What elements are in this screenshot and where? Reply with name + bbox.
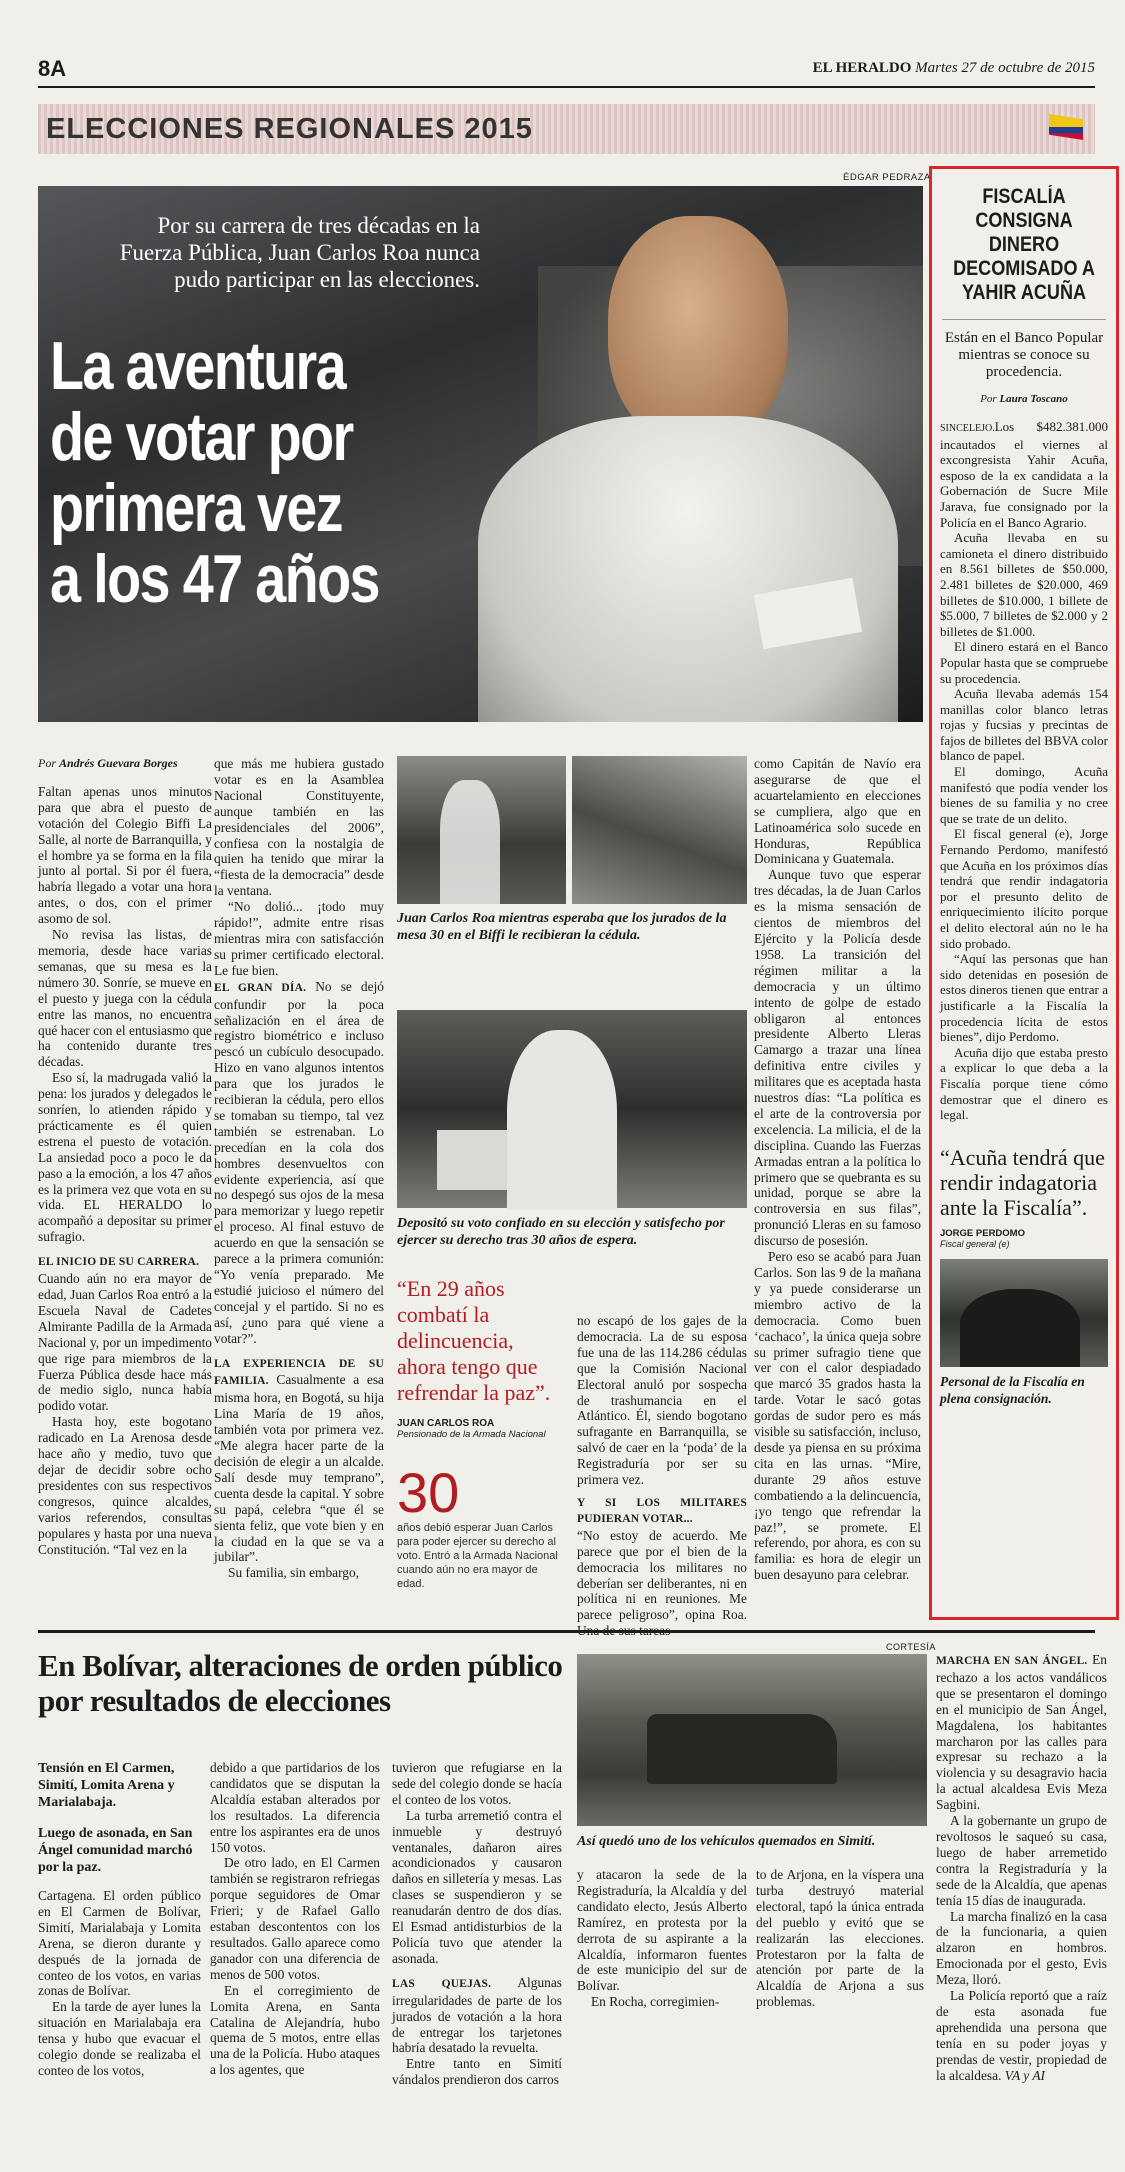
subhead-lead: Y SI LOS MILITARES PUDIERAN VOTAR... (577, 1496, 747, 1525)
paragraph: La Policía reportó que a raíz de esta asonada fue aprehendida una persona que tenía en su poder joyas y prendas de vestir, propiedad de la alcaldesa. (936, 1988, 1107, 2083)
headline-line: DECOMISADO A (953, 257, 1095, 280)
paragraph: El dinero estará en el Banco Popular hasta que se compruebe su procedencia. (940, 639, 1108, 686)
bolivar-headline: En Bolívar, alteraciones de orden público por resultados de elecciones (38, 1648, 563, 1718)
headline-line: de votar por (50, 399, 353, 475)
photo-subject-shirt (478, 416, 898, 722)
sidebar-body (932, 419, 1116, 1123)
main-intro: Por su carrera de tres décadas en la Fuerza Pública, Juan Carlos Roa nunca pudo participar en las elecciones. (119, 213, 480, 292)
paragraph-with-lead (392, 1975, 562, 2057)
quote-name: JORGE PERDOMO (940, 1227, 1025, 1239)
subhead-lead: LA EXPERIENCIA DE SU FAMILIA. (214, 1357, 384, 1388)
ballot-box-photo (397, 1010, 747, 1208)
main-column-2 (214, 756, 384, 1581)
bolivar-column-6 (936, 1652, 1107, 2083)
paragraph: no escapó de los gajes de la democracia. La de su esposa fue una de las 114.286 cédulas que la Comisión Nacional Electoral anuló por sospecha de trashumancia en el Atlántico. Él, siendo bogotano sufragante en Barranquilla, se salvó de caer en la ‘poda’ de la Registraduría por ser su primera vez. (577, 1313, 747, 1488)
subhead: Luego de asonada, en San Ángel comunidad marchó por la paz. (38, 1826, 193, 1875)
quote-text: “En 29 años combatí la delincuencia, ahora tengo que refrendar la paz”. (397, 1276, 551, 1405)
paragraph: debido a que partidarios de los candidatos que se disputan la Alcaldía estaban alterados por los resultados. La diferencia entre los aspirantes era de unos 150 votos. (210, 1760, 380, 1855)
section-divider (38, 1630, 1095, 1633)
photo-credit: ÉDGAR PEDRAZA (843, 172, 931, 183)
paragraph: De otro lado, en El Carmen también se registraron refriegas porque seguidores de Omar Frieri; y de Rafael Gallo estaban descontentos con los resultados. Gallo aparece como ganador con una diferencia de menos de 500 votos. (210, 1855, 380, 1982)
headline-line: DINERO (988, 233, 1060, 256)
bolivar-column-4 (577, 1867, 747, 2010)
sidebar-quote (932, 1145, 1116, 1249)
sidebar-headline (945, 185, 1103, 305)
photo-subject-head (608, 216, 788, 446)
subhead-lead: LAS QUEJAS. (392, 1977, 492, 1990)
bolivar-column-3 (392, 1760, 562, 2088)
paragraph: No revisa las listas, de memoria, desde hace varias semanas, que su mesa es la número 30. Sonríe, se mueve en el puesto y juega con la cédula entre las manos, no encuentra qué hacer con el entusiasmo que ha contenido durante tres décadas. (38, 927, 212, 1070)
paragraph-with-dateline (940, 419, 1108, 530)
headline-line: La aventura (50, 328, 345, 404)
headline-line: primera vez (50, 470, 342, 546)
factoid-number: 30 (397, 1461, 460, 1524)
paragraph: “No dolió... ¡todo muy rápido!”, admite entre risas mientras mira con satisfacción su primer certificado electoral. Le fue bien. (214, 899, 384, 978)
paragraph: No se dejó confundir por la poca señalización en el área de registro biométrico e incluso pescó un cubículo desocupado. Hizo en vano algunos intentos para que los jurados le recibieran la cédula, pero ellos se tomaban su tiempo, tal vez también se estrenaban. Lo precedían en la cola dos hombres desenvueltos con evidente experiencia, así que no despegó sus ojos de la mesa para memorizar y luego repetir el proceso. Al final estuvo de acuerdo en que la sensación se parece a la primera comunión: “Yo venía preparado. Me estudié juicioso el número del concejal y el partido. Si no es así, ¿uno para qué viene a votar?”. (214, 978, 384, 1346)
paragraph: El domingo, Acuña manifestó que podía vender los bienes de su familia y no cree que se trate de un delito. (940, 764, 1108, 826)
paragraph: como Capitán de Navío era asegurarse de que el acuartelamiento en elecciones se cumpliera, algo que en Latinoamérica solo sucede en Honduras, República Dominicana y Guatemala. (754, 756, 921, 867)
paragraph: Algunas irregularidades de parte de los jurados de votación a la hora de entregar los tarjetones habría desatado la revuelta. (392, 1974, 562, 2056)
quote-name: JUAN CARLOS ROA (397, 1418, 495, 1429)
headline-line: YAHIR ACUÑA (961, 281, 1087, 304)
paragraph: Cartagena. El orden público en El Carmen de Bolívar, Simití, Marialabaja y Lomita Arena, se dieron durante y después de la jornada de conteo de los votos, en varias zonas de Bolívar. (38, 1888, 201, 1999)
flag-icon (1049, 114, 1083, 140)
byline-author: Laura Toscano (999, 393, 1068, 405)
paragraph: Acuña llevaba en su camioneta el dinero distribuido en 8.561 billetes de $50.000, 2.481 billetes de $20.000, 469 billetes de $10.000, 1 billete de $5.000, 7 billetes de $2.000 y 2 billetes de $1.000. (940, 530, 1108, 639)
photo-voter (507, 1030, 617, 1210)
paragraph: Cuando aún no era mayor de edad, Juan Carlos Roa entró a la Escuela Naval de Cadetes Almirante Padilla de la Armada Nacional y, por un impedimento que rige para miembros de la Fuerza Pública desde hace más de medio siglo, nunca había podido votar. (38, 1271, 212, 1414)
factoid (397, 1461, 565, 1591)
paragraph: Entre tanto en Simití vándalos prendieron dos carros (392, 2056, 562, 2088)
section-banner (38, 104, 1095, 154)
photo1-caption: Juan Carlos Roa mientras esperaba que los jurados de la mesa 30 en el Biffi le recibieran la cédula. (397, 911, 727, 943)
subhead-lead: EL INICIO DE SU CARRERA. (38, 1256, 200, 1269)
paragraph-with-lead (214, 979, 384, 1347)
paragraph: y atacaron la sede de la Registraduría, la Alcaldía y del candidato electo, Jesús Alberto Ramírez, en protesta por la derrota de su aspirante a la Alcaldía, informaron fuentes de este municipio del sur de Bolívar. (577, 1867, 747, 1994)
signature-initials: VA y AI (1004, 2067, 1045, 2083)
paragraph: Pero eso se acabó para Juan Carlos. Son las 9 de la mañana y ya puede considerarse un miembro activo de la democracia. Como buen ‘cachaco’, la única queja sobre su primer sufragio tiene que ver con el calor despiadado que marcó 35 grados hasta la tarde. Votar le sacó gotas gordas de sudor pero es más visible su satisfacción, incluso, desde ya piensa en su próxima cita en las urnas. “Mire, durante 29 años estuve combatiendo a la delincuencia, ¡yo tengo que refrendar la paz!”, se promete. El referendo, por ahora, es con su familia: es hora de elegir un buen desayuno para celebrar. (754, 1249, 921, 1583)
paragraph: “No estoy de acuerdo. Me parece que por el bien de la democracia los militares no deberían ser deliberantes, ni en política ni en reuniones. Me parece peligroso”, opina Roa. (577, 1527, 747, 1623)
paragraph: Hasta hoy, este bogotano radicado en La Arenosa desde hace año y medio, tuvo que dejar de decidir sobre ocho presidentes con sus respectivos congresos, quince alcaldes, varios referendos, consultas populares y hasta por una nueva Constitución. “Tal vez en la (38, 1414, 212, 1557)
sidebar-photo-caption: Personal de la Fiscalía en plena consignación. (940, 1373, 1085, 1406)
bolivar-column-5 (756, 1867, 924, 2010)
paragraph: La marcha finalizó en la casa de la funcionaria, a quien alzaron en hombros. Emocionada por el gesto, Evis Meza, lloró. (936, 1908, 1107, 1988)
paragraph: La turba arremetió contra el inmueble y destruyó ventanales, dañaron aires acondicionados y causaron daños en silletería y mesas. Las clases se suspendieron y se reanudarán dentro de dos días. El Esmad antidisturbios de la Policía tuvo que atender la asonada. (392, 1807, 562, 1966)
photo-agents (960, 1289, 1080, 1367)
sidebar-photo (940, 1259, 1108, 1367)
main-column-3 (577, 1313, 747, 1639)
sidebar-byline (932, 393, 1116, 405)
sidebar-divider (942, 319, 1106, 320)
main-photo (38, 186, 923, 722)
paragraph (936, 1988, 1107, 2083)
section-title: ELECCIONES REGIONALES 2015 (46, 113, 533, 145)
headline-line: CONSIGNA (975, 209, 1073, 232)
byline-prefix: Por (980, 393, 997, 405)
paragraph: Su familia, sin embargo, (228, 1565, 360, 1581)
bolivar-photo-caption: Así quedó uno de los vehículos quemados en Simití. (577, 1834, 876, 1849)
byline (38, 756, 212, 772)
quote-role: Pensionado de la Armada Nacional (397, 1429, 546, 1440)
page-date: Martes 27 de octubre de 2015 (915, 60, 1095, 76)
bolivar-photo-credit: CORTESÍA (886, 1642, 936, 1652)
voting-table-photo (572, 756, 747, 904)
paragraph: En la tarde de ayer lunes la situación en Marialabaja era tensa y hubo que evacuar el colegio donde se realizaba el conteo de los votos, (38, 1999, 201, 2078)
burned-vehicle-photo (577, 1654, 927, 1826)
sidebar-box (929, 166, 1119, 1620)
paragraph-with-lead (936, 1652, 1107, 1813)
headline-line: FISCALÍA (982, 185, 1066, 208)
paragraph: En el corregimiento de Lomita Arena, en Santa Catalina de Alejandría, hubo quema de 5 motos, entre ellas una de la Policía. Hubo ataques a los agentes, que (210, 1982, 380, 2078)
paragraph: Acuña dijo que estaba presto a explicar lo que deba a la Fiscalía porque tiene cómo demostrar que el dinero es legal. (940, 1044, 1108, 1123)
paragraph-with-lead (214, 1355, 384, 1566)
byline-prefix: Por (38, 756, 56, 770)
headline-line: a los 47 años (50, 541, 379, 617)
paragraph: Eso sí, la madrugada valió la pena: los jurados y delegados le sonríen, lo atienden rápido y prácticamente es él quien estrena el puesto de votación. La ansiedad poco a poco le da paso a la emoción, a los 47 años es la primera vez que vota en su vida. EL HERALDO lo acompañó a depositar su primer sufragio. (38, 1070, 212, 1245)
byline-author: Andrés Guevara Borges (59, 756, 178, 770)
bolivar-subheads (38, 1760, 201, 1876)
paragraph: Casualmente a esa misma hora, en Bogotá, su hija Lina María de 19 años, también vota por primera vez. “Me alegra hacer parte de la decisión de elegir a un alcalde. Salí desde muy temprano”, cuenta desde la capital. Y sobre su papá, celebra “que él se sienta feliz, que vote bien y en la ciudad en la que se va a jubilar”. (214, 1372, 384, 1565)
main-column-4 (754, 756, 921, 1583)
paragraph: to de Arjona, en la víspera una turba destruyó material electoral, tapó la única entrada del pueblo y evitó que se realizarán las elecciones. Protestaron por la falta de atención por parte de la Alcaldía de Arjona a sus problemas. (756, 1867, 924, 2010)
paragraph: “Aquí las personas que han sido detenidas en posesión de estos dineros tienen que entrar a justificarle a la Fiscalía la procedencia lícita de estos bienes”, dijo Perdomo. (940, 951, 1108, 1045)
photo-ballot-box (437, 1130, 507, 1190)
main-headline (50, 328, 444, 617)
photo-burned-car (647, 1714, 837, 1784)
newspaper-name: EL HERALDO (812, 60, 912, 76)
photo2-caption: Depositó su voto confiado en su elección y satisfecho por ejercer su derecho tras 30 años de espera. (397, 1216, 725, 1248)
paragraph: En Rocha, corregimien- (591, 1994, 720, 2010)
sidebar-subhead: Están en el Banco Popular mientras se conoce su procedencia. (944, 330, 1104, 380)
bolivar-column-2 (210, 1760, 380, 2078)
paragraph: En rechazo a los actos vandálicos que se presentaron el domingo en el municipio de San Ángel, Magdalena, los habitantes marcharon por las calles para expresar su rechazo a la violencia y su desagravio hacia la actual alcaldesa Evis Meza Sagbini. (936, 1652, 1107, 1813)
paragraph: Faltan apenas unos minutos para que abra el puesto de votación del Colegio Biffi La Salle, al norte de Barranquilla, y el hombre ya se forma en la fila junto al portal. Si por él fuera, habría llegado a votar una hora antes, o dos, con el primer asomo de sol. (38, 783, 212, 927)
masthead (813, 60, 1095, 77)
subhead-lead: MARCHA EN SAN ÁNGEL. (936, 1655, 1088, 1667)
photo-people (440, 780, 500, 904)
paragraph: El fiscal general (e), Jorge Fernando Perdomo, manifestó que Acuña en los próximos días tendrá que rendir indagatoria por el presunto delito de enriquecimiento ilícito porque el delito electoral aún no le ha sido probado. (940, 826, 1108, 951)
header-rule (38, 86, 1095, 88)
paragraph: que más me hubiera gustado votar es en la Asamblea Nacional Constituyente, aunque también en las presidenciales del 2006”, confiesa con la nostalgia de quien ha tenido que mirar la “fiesta de la democracia” desde la ventana. (214, 756, 384, 899)
paragraph: Aunque tuvo que esperar tres décadas, la de Juan Carlos es la misma sensación de cientos de miembros del Ejército y la Policía desde 1958. La transición del régimen militar a la democracia y un último intento de golpe de estado obligaron al entonces presidente Alberto Lleras Camargo a trazar una línea definitiva entre civiles y militares que es aceptada hasta nuestros días: “La política es el arte de la controversia por excelencia. La milicia, el de la disciplina. Cuando las Fuerzas Armadas entran a la política lo primero que se quebranta es su unidad, porque se abre la controversia en sus filas”, pronunció Lleras en su famoso discurso de posesión. (754, 867, 921, 1249)
paragraph: A la gobernante un grupo de revoltosos le saqueó su casa, luego de haber arremetido contra la Registraduría y la sede de la Alcaldía, que apenas tenía 15 días de inaugurada. (936, 1813, 1107, 1908)
subhead: Tensión en El Carmen, Simití, Lomita Arena y Marialabaja. (38, 1761, 175, 1810)
bolivar-column-1 (38, 1888, 201, 2079)
factoid-text: años debió esperar Juan Carlos para poder ejercer su derecho al voto. Entró a la Armada Nacional cuando aún no era mayor de edad. (397, 1522, 558, 1590)
dateline: SINCELEJO. (940, 423, 995, 434)
subhead-lead: EL GRAN DÍA. (214, 981, 307, 994)
paragraph: tuvieron que refugiarse en la sede del colegio donde se hacía el conteo de los votos. (392, 1760, 562, 1807)
pull-quote (397, 1276, 565, 1440)
quote-text: “Acuña tendrá que rendir indagatoria ante la Fiscalía”. (940, 1144, 1105, 1220)
main-column-1 (38, 756, 212, 1557)
paragraph: Los $482.381.000 incautados el viernes al excongresista Yahir Acuña, esposo de la ex candidata a la Gobernación de Sucre Mile Jarava, fue consignado por la Policía en el Banco Agrario. (940, 419, 1108, 530)
quote-role: Fiscal general (e) (940, 1238, 1010, 1249)
page-number: 8A (38, 56, 67, 81)
paragraph: Acuña llevaba además 154 manillas color blanco letras rojas y fucsias y precintas de fajos de billetes del BBVA color blanco de papel. (940, 686, 1108, 764)
